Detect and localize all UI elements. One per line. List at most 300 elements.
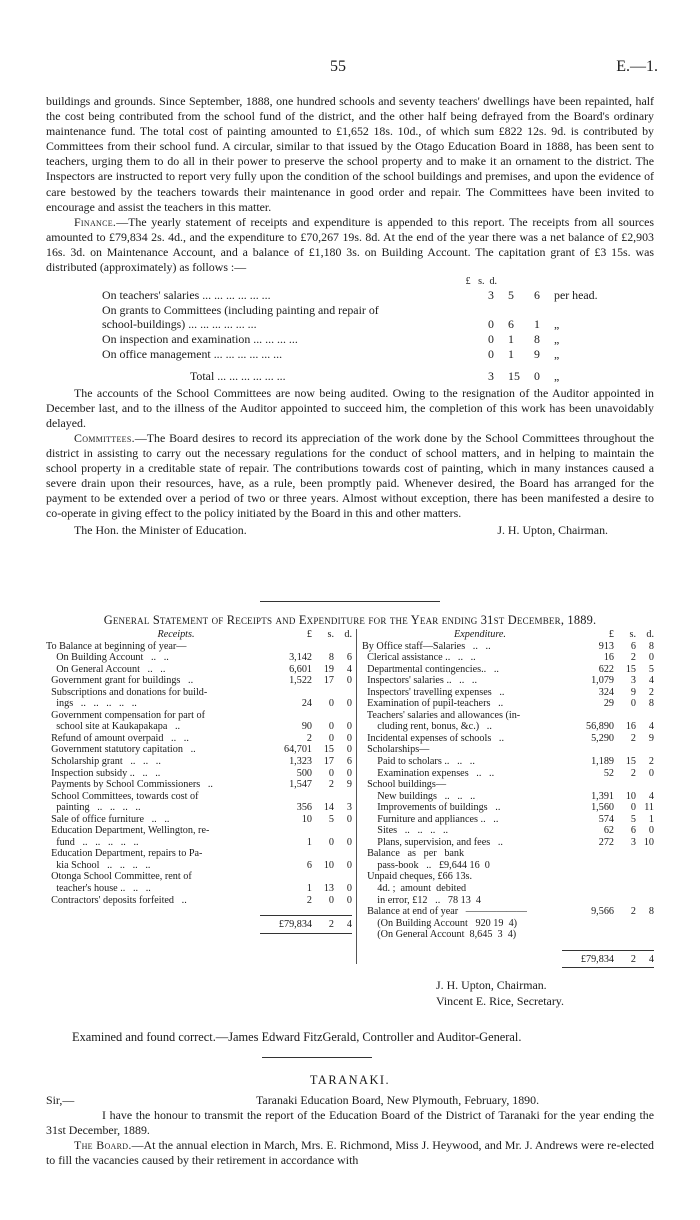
expenditure-item: Teachers' salaries and allowances (in- bbox=[362, 709, 521, 721]
expenditure-item: Unpaid cheques, £66 13s. bbox=[362, 871, 473, 883]
receipts-head bbox=[46, 629, 352, 641]
receipts-shillings bbox=[312, 687, 334, 699]
expenditure-row bbox=[362, 641, 654, 653]
receipts-item: Education Department, Wellington, re- bbox=[46, 825, 210, 837]
expenditure-shillings bbox=[614, 779, 636, 791]
expenditure-pounds: 1,079 bbox=[591, 675, 614, 687]
expenditure-row bbox=[362, 675, 654, 687]
capitation-shillings: 5 bbox=[508, 288, 514, 303]
receipts-row bbox=[46, 733, 352, 745]
receipts-item: school site at Kaukapakapa .. bbox=[46, 721, 181, 733]
receipts-item: Refund of amount overpaid .. .. bbox=[46, 732, 189, 744]
receipts-pounds: 2 bbox=[306, 732, 312, 744]
expenditure-pounds: 272 bbox=[598, 836, 614, 848]
receipts-pounds: 10 bbox=[301, 813, 312, 825]
receipts-pence: 9 bbox=[346, 779, 352, 791]
expenditure-shillings: 2 bbox=[630, 906, 636, 918]
expenditure-row bbox=[362, 848, 654, 860]
expenditure-row bbox=[362, 883, 654, 895]
expenditure-pounds bbox=[568, 860, 614, 872]
expenditure-total-pounds: £79,834 bbox=[580, 953, 614, 965]
expenditure-pounds bbox=[568, 848, 614, 860]
col-shillings: s. bbox=[478, 276, 485, 288]
expenditure-row bbox=[362, 744, 654, 756]
expenditure-pence: 11 bbox=[644, 802, 654, 814]
expenditure-pence bbox=[636, 848, 654, 860]
statement-secretary: Vincent E. Rice, Secretary. bbox=[436, 994, 564, 1008]
receipts-shillings: 0 bbox=[328, 836, 334, 848]
expenditure-pence: 8 bbox=[648, 906, 654, 918]
receipts-pounds bbox=[266, 791, 312, 803]
capitation-total bbox=[102, 369, 598, 384]
expenditure-item: Clerical assistance .. .. .. bbox=[362, 652, 476, 664]
expenditure-row bbox=[362, 814, 654, 826]
expenditure-pounds: 1,189 bbox=[591, 756, 614, 768]
capitation-row bbox=[102, 288, 598, 303]
expenditure-shillings: 15 bbox=[625, 663, 636, 675]
capitation-unit: per head. bbox=[554, 288, 598, 303]
statement-title: General Statement of Receipts and Expenditure for the Year ending 31st December, 1889. bbox=[103, 613, 597, 627]
receipts-pounds: 64,701 bbox=[283, 744, 312, 756]
expenditure-shillings: 2 bbox=[630, 732, 636, 744]
expenditure-column bbox=[362, 629, 654, 968]
expenditure-row bbox=[362, 710, 654, 722]
total-shillings: 15 bbox=[508, 369, 520, 384]
capitation-pounds bbox=[488, 303, 508, 318]
capitation-unit: „ bbox=[554, 331, 560, 346]
expenditure-pence bbox=[636, 744, 654, 756]
expenditure-pounds: 56,890 bbox=[585, 721, 614, 733]
receipts-pounds: 6,601 bbox=[289, 663, 312, 675]
finance-text: —The yearly statement of receipts and expenditure is appended to this report. The receipts from all sources amounted to £79,834 2s. 4d., and the expenditure to £70,267 19s. 8d. At the end of the year there was a net balance of £2,903 16s. 3d. on Maintenance Account, and a balance of £1,180 3s. on Building Account. The capitation grant of £3 15s. was distributed (approximately) as follows :— bbox=[46, 214, 654, 275]
receipts-item: Contractors' deposits forfeited .. bbox=[46, 894, 187, 906]
expenditure-pounds bbox=[568, 883, 614, 895]
receipts-row bbox=[46, 848, 352, 860]
expenditure-item: (On Building Account 920 19 4) bbox=[362, 917, 518, 929]
receipts-shillings bbox=[312, 710, 334, 722]
receipts-item: School Committees, towards cost of bbox=[46, 790, 199, 802]
receipts-item: fund .. .. .. .. .. bbox=[46, 836, 139, 848]
receipts-item: To Balance at beginning of year— bbox=[46, 640, 187, 652]
expenditure-pence: 10 bbox=[643, 836, 654, 848]
receipts-row bbox=[46, 768, 352, 780]
receipts-item: kia School .. .. .. .. bbox=[46, 859, 151, 871]
receipts-row bbox=[46, 652, 352, 664]
receipts-shillings bbox=[312, 641, 334, 653]
receipts-item: Sale of office furniture .. .. bbox=[46, 813, 170, 825]
receipts-item: Scholarship grant .. .. .. bbox=[46, 756, 161, 768]
salutation: Sir,— bbox=[46, 1093, 75, 1108]
receipts-total-shillings: 2 bbox=[328, 919, 334, 931]
capitation-pence: 8 bbox=[534, 331, 540, 346]
expenditure-pounds: 1,560 bbox=[591, 802, 614, 814]
expenditure-pounds bbox=[568, 918, 614, 930]
receipts-shillings bbox=[312, 825, 334, 837]
receipts-pence: 0 bbox=[346, 698, 352, 710]
receipts-pounds: 2 bbox=[306, 894, 312, 906]
total-pounds: 3 bbox=[488, 369, 494, 384]
receipts-pounds bbox=[266, 825, 312, 837]
receipts-row bbox=[46, 883, 352, 895]
col-pounds: £ bbox=[465, 276, 471, 288]
expenditure-row bbox=[362, 664, 654, 676]
receipts-pence bbox=[334, 710, 352, 722]
capitation-table bbox=[102, 276, 598, 384]
expenditure-item: Furniture and appliances .. .. bbox=[362, 813, 499, 825]
receipts-pounds: 90 bbox=[301, 721, 312, 733]
receipts-shillings: 0 bbox=[328, 894, 334, 906]
receipts-item: Inspection subsidy .. .. .. bbox=[46, 767, 161, 779]
expenditure-pounds: 574 bbox=[598, 813, 614, 825]
capitation-pounds: 0 bbox=[488, 331, 494, 346]
expenditure-pence bbox=[636, 883, 654, 895]
expenditure-shillings bbox=[614, 895, 636, 907]
place-date: Taranaki Education Board, New Plymouth, February, 1890. bbox=[256, 1093, 540, 1108]
receipts-row bbox=[46, 698, 352, 710]
capitation-row bbox=[102, 303, 598, 318]
expenditure-shillings: 5 bbox=[630, 813, 636, 825]
total-label: Total ... ... ... ... ... ... bbox=[190, 369, 286, 384]
board-heading: The Board. bbox=[74, 1138, 132, 1153]
receipts-shillings: 8 bbox=[328, 652, 334, 664]
expenditure-shillings: 0 bbox=[630, 802, 636, 814]
expenditure-pounds: 1,391 bbox=[591, 790, 614, 802]
receipts-shillings: 17 bbox=[323, 756, 334, 768]
statement-chairman: J. H. Upton, Chairman. bbox=[436, 978, 547, 992]
receipts-item: On Building Account .. .. bbox=[46, 652, 169, 664]
expenditure-pounds: 16 bbox=[603, 652, 614, 664]
receipts-row bbox=[46, 641, 352, 653]
expenditure-pounds bbox=[568, 895, 614, 907]
taranaki-heading: TARANAKI. bbox=[309, 1073, 391, 1087]
expenditure-pence bbox=[636, 710, 654, 722]
receipts-pounds: 1,522 bbox=[289, 675, 312, 687]
expenditure-item: Incidental expenses of schools .. bbox=[362, 732, 505, 744]
capitation-pence bbox=[534, 303, 554, 318]
total-unit: „ bbox=[554, 369, 560, 384]
receipts-shillings: 15 bbox=[323, 744, 334, 756]
total-pence: 0 bbox=[534, 369, 540, 384]
capitation-unit: „ bbox=[554, 346, 560, 361]
expenditure-pence bbox=[636, 918, 654, 930]
receipts-pence: 3 bbox=[346, 802, 352, 814]
expenditure-pence: 1 bbox=[648, 813, 654, 825]
receipts-pence: 0 bbox=[346, 883, 352, 895]
expenditure-row bbox=[362, 918, 654, 930]
expenditure-item: New buildings .. .. .. bbox=[362, 790, 476, 802]
receipts-pounds bbox=[266, 871, 312, 883]
section-divider bbox=[260, 601, 440, 602]
receipts-col-pounds: £ bbox=[306, 629, 312, 640]
expenditure-col-pence: d. bbox=[646, 629, 654, 640]
expenditure-heading: Expenditure. bbox=[454, 629, 506, 640]
expenditure-pence bbox=[636, 779, 654, 791]
receipts-item: teacher's house .. .. .. bbox=[46, 883, 151, 895]
capitation-shillings: 6 bbox=[508, 317, 514, 332]
expenditure-shillings: 3 bbox=[630, 836, 636, 848]
expenditure-pounds: 62 bbox=[603, 825, 614, 837]
expenditure-shillings bbox=[614, 883, 636, 895]
expenditure-col-pounds: £ bbox=[608, 629, 614, 640]
receipts-pounds: 500 bbox=[296, 767, 312, 779]
receipts-pence: 0 bbox=[346, 813, 352, 825]
expenditure-shillings: 6 bbox=[630, 825, 636, 837]
capitation-pence: 9 bbox=[534, 346, 540, 361]
expenditure-row bbox=[362, 721, 654, 733]
receipts-pounds: 356 bbox=[296, 802, 312, 814]
receipts-shillings: 2 bbox=[328, 779, 334, 791]
receipts-pence bbox=[334, 641, 352, 653]
committees-text: —The Board desires to record its appreciation of the work done by the School Committees throughout the district in assisting to carry out the necessary regulations for the conduct of school matters, and in helping to maintain the school property in a creditable state of repair. The contributions towards cost of painting, which in many instances caused a severe drain upon their resources, have, as a rule, been promptly paid. Whenever desired, the Board has arranged for the payment to be extended over a period of two or three years. Almost without exception, there has been manifested a desire to co-operate in giving effect to the policy initiated by the Board in this and other matters. bbox=[46, 430, 654, 521]
capitation-row bbox=[102, 347, 598, 362]
receipts-pounds: 1 bbox=[306, 836, 312, 848]
receipts-total-pounds: £79,834 bbox=[278, 919, 312, 931]
expenditure-item: Examination expenses .. .. bbox=[362, 767, 495, 779]
finance-heading: Finance. bbox=[74, 214, 117, 229]
receipts-item: Government statutory capitation .. bbox=[46, 744, 196, 756]
receipts-row bbox=[46, 756, 352, 768]
expenditure-row bbox=[362, 860, 654, 872]
receipts-item: Government compensation for part of bbox=[46, 709, 205, 721]
auditor-certificate: Examined and found correct.—James Edward FitzGerald, Controller and Auditor-General. bbox=[72, 1030, 522, 1044]
receipts-item: ings .. .. .. .. .. bbox=[46, 698, 137, 710]
expenditure-shillings: 2 bbox=[630, 767, 636, 779]
receipts-pence bbox=[334, 791, 352, 803]
receipts-pence bbox=[334, 825, 352, 837]
expenditure-shillings bbox=[614, 848, 636, 860]
expenditure-pence: 8 bbox=[648, 698, 654, 710]
expenditure-shillings: 3 bbox=[630, 675, 636, 687]
expenditure-row bbox=[362, 837, 654, 849]
expenditure-item: By Office staff—Salaries .. .. bbox=[362, 640, 491, 652]
expenditure-pounds: 29 bbox=[603, 698, 614, 710]
expenditure-pence: 4 bbox=[648, 721, 654, 733]
receipts-pounds: 1 bbox=[306, 883, 312, 895]
receipts-total bbox=[46, 919, 352, 931]
receipts-row bbox=[46, 791, 352, 803]
expenditure-pounds: 913 bbox=[598, 640, 614, 652]
receipts-col-pence: d. bbox=[344, 629, 352, 640]
expenditure-pence: 4 bbox=[648, 675, 654, 687]
receipts-pence: 0 bbox=[346, 675, 352, 687]
expenditure-item: Paid to scholars .. .. .. bbox=[362, 756, 475, 768]
expenditure-shillings bbox=[614, 744, 636, 756]
expenditure-total-rule bbox=[562, 950, 654, 951]
receipts-pounds bbox=[266, 641, 312, 653]
receipts-row bbox=[46, 860, 352, 872]
capitation-pence: 6 bbox=[534, 288, 540, 303]
expenditure-pence: 8 bbox=[648, 640, 654, 652]
expenditure-pence: 0 bbox=[648, 767, 654, 779]
receipts-item: Otonga School Committee, rent of bbox=[46, 871, 192, 883]
capitation-pounds: 0 bbox=[488, 317, 494, 332]
receipts-shillings: 14 bbox=[323, 802, 334, 814]
expenditure-shillings bbox=[614, 918, 636, 930]
receipts-shillings bbox=[312, 791, 334, 803]
receipts-shillings: 0 bbox=[328, 767, 334, 779]
receipts-pence: 0 bbox=[346, 744, 352, 756]
receipts-shillings bbox=[312, 871, 334, 883]
expenditure-row bbox=[362, 871, 654, 883]
expenditure-pence: 9 bbox=[648, 732, 654, 744]
expenditure-item: pass-book .. £9,644 16 0 bbox=[362, 859, 490, 871]
expenditure-item: Balance as per bank bbox=[362, 848, 465, 860]
receipts-pence: 0 bbox=[346, 721, 352, 733]
receipts-pounds: 3,142 bbox=[289, 652, 312, 664]
committees-heading: Committees. bbox=[74, 430, 135, 445]
receipts-row bbox=[46, 825, 352, 837]
expenditure-pounds: 622 bbox=[598, 663, 614, 675]
board-text: —At the annual election in March, Mrs. E. Richmond, Miss J. Heywood, and Mr. J. Andrews were re-elected to fill the vacancies caused by their retirement in accordance with bbox=[46, 1138, 654, 1168]
capitation-shillings: 1 bbox=[508, 346, 514, 361]
receipts-item: On General Account .. .. bbox=[46, 663, 166, 675]
receipts-pence: 0 bbox=[346, 894, 352, 906]
expenditure-pence: 5 bbox=[648, 663, 654, 675]
receipts-pounds: 1,323 bbox=[289, 756, 312, 768]
receipts-row bbox=[46, 837, 352, 849]
expenditure-pounds bbox=[568, 779, 614, 791]
expenditure-pounds: 52 bbox=[603, 767, 614, 779]
receipts-shillings: 17 bbox=[323, 675, 334, 687]
expenditure-row bbox=[362, 779, 654, 791]
receipts-column bbox=[46, 629, 352, 934]
receipts-pounds: 24 bbox=[301, 698, 312, 710]
expenditure-pounds: 9,566 bbox=[591, 906, 614, 918]
receipts-shillings: 0 bbox=[328, 732, 334, 744]
receipts-pence bbox=[334, 687, 352, 699]
capitation-head bbox=[102, 276, 598, 288]
expenditure-pence: 0 bbox=[648, 825, 654, 837]
capitation-shillings bbox=[508, 303, 534, 318]
col-pence: d. bbox=[489, 276, 497, 288]
receipts-total-rule bbox=[260, 915, 352, 916]
expenditure-item: Improvements of buildings .. bbox=[362, 802, 501, 814]
receipts-row bbox=[46, 710, 352, 722]
receipts-row bbox=[46, 664, 352, 676]
expenditure-row bbox=[362, 895, 654, 907]
expenditure-shillings: 9 bbox=[630, 686, 636, 698]
capitation-label: On grants to Committees (including painting and repair of bbox=[102, 302, 379, 317]
receipts-item: Payments by School Commissioners .. bbox=[46, 779, 213, 791]
paragraph-committees bbox=[46, 431, 654, 522]
paragraph-finance bbox=[46, 215, 654, 275]
taranaki-paragraph: I have the honour to transmit the report of the Education Board of the District of Taranaki for the year ending the 31st December, 1889. bbox=[46, 1108, 654, 1138]
capitation-label: On inspection and examination ... ... ... ... bbox=[102, 331, 298, 346]
expenditure-pence: 2 bbox=[648, 686, 654, 698]
capitation-row bbox=[102, 332, 598, 347]
receipts-shillings bbox=[312, 848, 334, 860]
receipts-pounds bbox=[266, 710, 312, 722]
capitation-label: school-buildings) ... ... ... ... ... ... bbox=[102, 317, 257, 332]
expenditure-shillings bbox=[614, 871, 636, 883]
expenditure-item: Departmental contingencies.. .. bbox=[362, 663, 499, 675]
receipts-item: painting .. .. .. .. bbox=[46, 802, 141, 814]
capitation-shillings: 1 bbox=[508, 331, 514, 346]
expenditure-item: Inspectors' travelling expenses .. bbox=[362, 686, 505, 698]
expenditure-item: cluding rent, bonus, &c.) .. bbox=[362, 721, 492, 733]
expenditure-pounds: 5,290 bbox=[591, 732, 614, 744]
taranaki-section bbox=[46, 1073, 654, 1169]
expenditure-pence: 0 bbox=[648, 652, 654, 664]
expenditure-pence: 2 bbox=[648, 756, 654, 768]
expenditure-row bbox=[362, 652, 654, 664]
expenditure-head bbox=[362, 629, 654, 641]
receipts-pence: 6 bbox=[346, 756, 352, 768]
expenditure-total-rule-2 bbox=[562, 967, 654, 968]
expenditure-row bbox=[362, 906, 654, 918]
receipts-row bbox=[46, 744, 352, 756]
receipts-row bbox=[46, 721, 352, 733]
expenditure-row bbox=[362, 929, 654, 941]
expenditure-item: in error, £12 .. 78 13 4 bbox=[362, 894, 481, 906]
receipts-shillings: 0 bbox=[328, 698, 334, 710]
expenditure-pence bbox=[636, 860, 654, 872]
receipts-pence bbox=[334, 871, 352, 883]
receipts-row bbox=[46, 675, 352, 687]
expenditure-pounds bbox=[568, 929, 614, 941]
expenditure-pence: 4 bbox=[648, 790, 654, 802]
expenditure-pence bbox=[636, 871, 654, 883]
expenditure-row bbox=[362, 687, 654, 699]
addressee: The Hon. the Minister of Education. bbox=[74, 522, 247, 537]
expenditure-row bbox=[362, 733, 654, 745]
expenditure-pence bbox=[636, 929, 654, 941]
receipts-col-shillings: s. bbox=[327, 629, 334, 640]
receipts-shillings: 19 bbox=[323, 663, 334, 675]
expenditure-shillings bbox=[614, 710, 636, 722]
expenditure-item: School buildings— bbox=[362, 779, 447, 791]
expenditure-item: Sites .. .. .. .. bbox=[362, 825, 449, 837]
expenditure-shillings bbox=[614, 860, 636, 872]
column-separator bbox=[356, 629, 357, 964]
receipts-item: Education Department, repairs to Pa- bbox=[46, 848, 203, 860]
expenditure-row bbox=[362, 825, 654, 837]
receipts-pence: 0 bbox=[346, 767, 352, 779]
receipts-row bbox=[46, 687, 352, 699]
expenditure-row bbox=[362, 791, 654, 803]
receipts-shillings: 0 bbox=[328, 721, 334, 733]
receipts-pence: 4 bbox=[346, 663, 352, 675]
receipts-row bbox=[46, 895, 352, 907]
receipts-heading: Receipts. bbox=[157, 629, 195, 640]
receipts-shillings: 10 bbox=[323, 859, 334, 871]
receipts-pence: 6 bbox=[346, 652, 352, 664]
expenditure-pounds: 324 bbox=[598, 686, 614, 698]
expenditure-shillings: 10 bbox=[625, 790, 636, 802]
expenditure-item: Plans, supervision, and fees .. bbox=[362, 836, 503, 848]
receipts-pence: 0 bbox=[346, 732, 352, 744]
expenditure-item: Balance at end of year —————— bbox=[362, 906, 527, 918]
receipts-shillings: 5 bbox=[328, 813, 334, 825]
receipts-item: Subscriptions and donations for build- bbox=[46, 686, 208, 698]
report-body bbox=[46, 94, 654, 538]
capitation-unit bbox=[554, 303, 598, 318]
expenditure-item: Examination of pupil-teachers .. bbox=[362, 698, 504, 710]
receipts-pounds: 6 bbox=[306, 859, 312, 871]
receipts-pence bbox=[334, 848, 352, 860]
expenditure-item: (On General Account 8,645 3 4) bbox=[362, 929, 517, 941]
receipts-row bbox=[46, 802, 352, 814]
expenditure-pence bbox=[636, 895, 654, 907]
expenditure-shillings: 6 bbox=[630, 640, 636, 652]
expenditure-total bbox=[362, 954, 654, 966]
expenditure-item: 4d. ; amount debited bbox=[362, 883, 467, 895]
section-divider-2 bbox=[262, 1057, 372, 1058]
capitation-pence: 1 bbox=[534, 317, 540, 332]
expenditure-shillings: 15 bbox=[625, 756, 636, 768]
expenditure-row bbox=[362, 802, 654, 814]
receipts-pounds bbox=[266, 848, 312, 860]
